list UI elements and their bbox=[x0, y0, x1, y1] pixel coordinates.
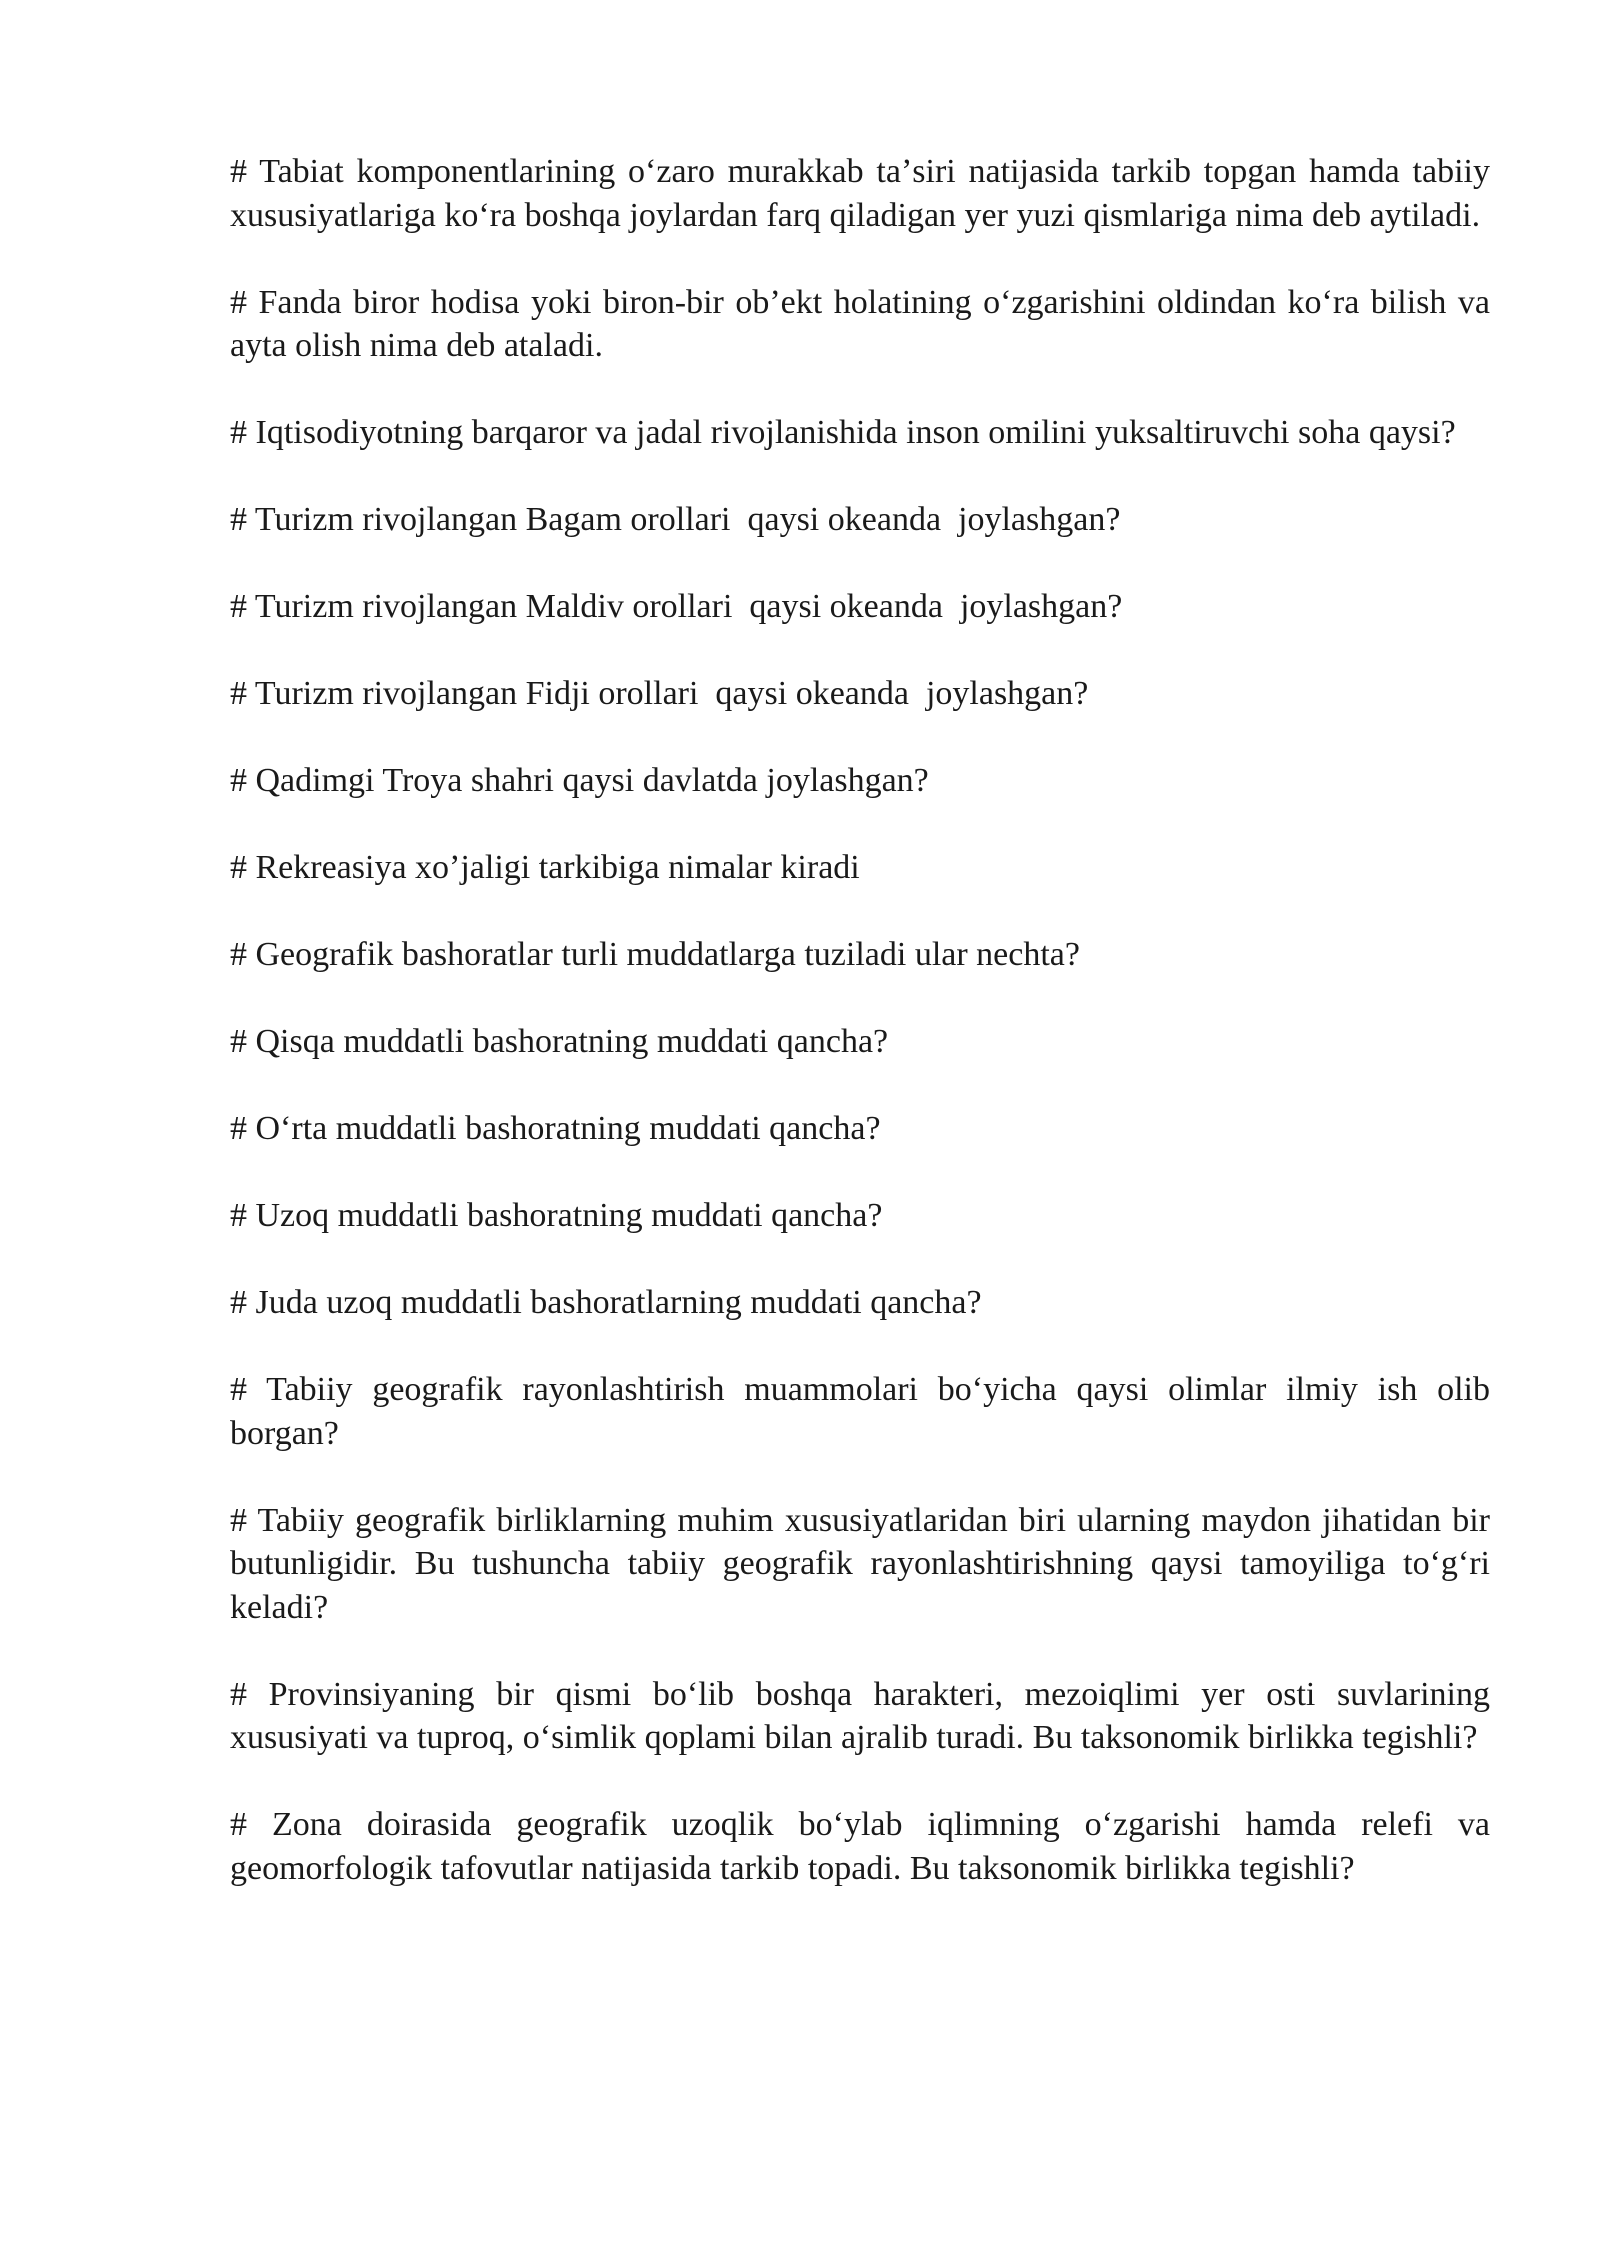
question-13: # Juda uzoq muddatli bashoratlarning muddati qancha? bbox=[230, 1284, 982, 1321]
question-15: # Tabiiy geografik birliklarning muhim xususiyatlaridan biri ularning maydon jihatidan bir butunligidir. Bu tushuncha tabiiy geografik rayonlashtirishning qaysi tamoyiliga toʻgʻri keladi? bbox=[230, 1501, 1499, 1626]
question-9: # Geografik bashoratlar turli muddatlarga tuziladi ular nechta? bbox=[230, 936, 1080, 973]
question-5: # Turizm rivojlangan Maldiv orollari qaysi okeanda joylashgan? bbox=[230, 588, 1123, 625]
question-1: # Tabiat komponentlarining oʻzaro murakkab taʼsiri natijasida tarkib topgan hamda tabiiy xususiyatlariga koʻra boshqa joylardan farq qiladigan yer yuzi qismlariga nima deb aytiladi. bbox=[230, 153, 1499, 234]
question-6: # Turizm rivojlangan Fidji orollari qaysi okeanda joylashgan? bbox=[230, 675, 1089, 712]
question-4: # Turizm rivojlangan Bagam orollari qaysi okeanda joylashgan? bbox=[230, 501, 1121, 538]
question-17: # Zona doirasida geografik uzoqlik boʻylab iqlimning oʻzgarishi hamda relefi va geomorfologik tafovutlar natijasida tarkib topadi. Bu taksonomik birlikka tegishli? bbox=[230, 1806, 1499, 1887]
question-list bbox=[230, 150, 1499, 1934]
question-8: # Rekreasiya xoʼjaligi tarkibiga nimalar kiradi bbox=[230, 849, 860, 886]
question-3: # Iqtisodiyotning barqaror va jadal rivojlanishida inson omilini yuksaltiruvchi soha qaysi? bbox=[230, 414, 1456, 451]
question-2: # Fanda biror hodisa yoki biron-bir obʼekt holatining oʻzgarishini oldindan koʻra bilish va ayta olish nima deb ataladi. bbox=[230, 283, 1499, 364]
question-7: # Qadimgi Troya shahri qaysi davlatda joylashgan? bbox=[230, 762, 929, 799]
question-14: # Tabiiy geografik rayonlashtirish muammolari boʻyicha qaysi olimlar ilmiy ish olib borgan? bbox=[230, 1371, 1499, 1452]
question-10: # Qisqa muddatli bashoratning muddati qancha? bbox=[230, 1023, 889, 1060]
question-12: # Uzoq muddatli bashoratning muddati qancha? bbox=[230, 1197, 883, 1234]
question-11: # Oʻrta muddatli bashoratning muddati qancha? bbox=[230, 1110, 881, 1147]
question-16: # Provinsiyaning bir qismi boʻlib boshqa harakteri, mezoiqlimi yer osti suvlarining xususiyati va tuproq, oʻsimlik qoplami bilan ajralib turadi. Bu taksonomik birlikka tegishli? bbox=[230, 1675, 1499, 1756]
